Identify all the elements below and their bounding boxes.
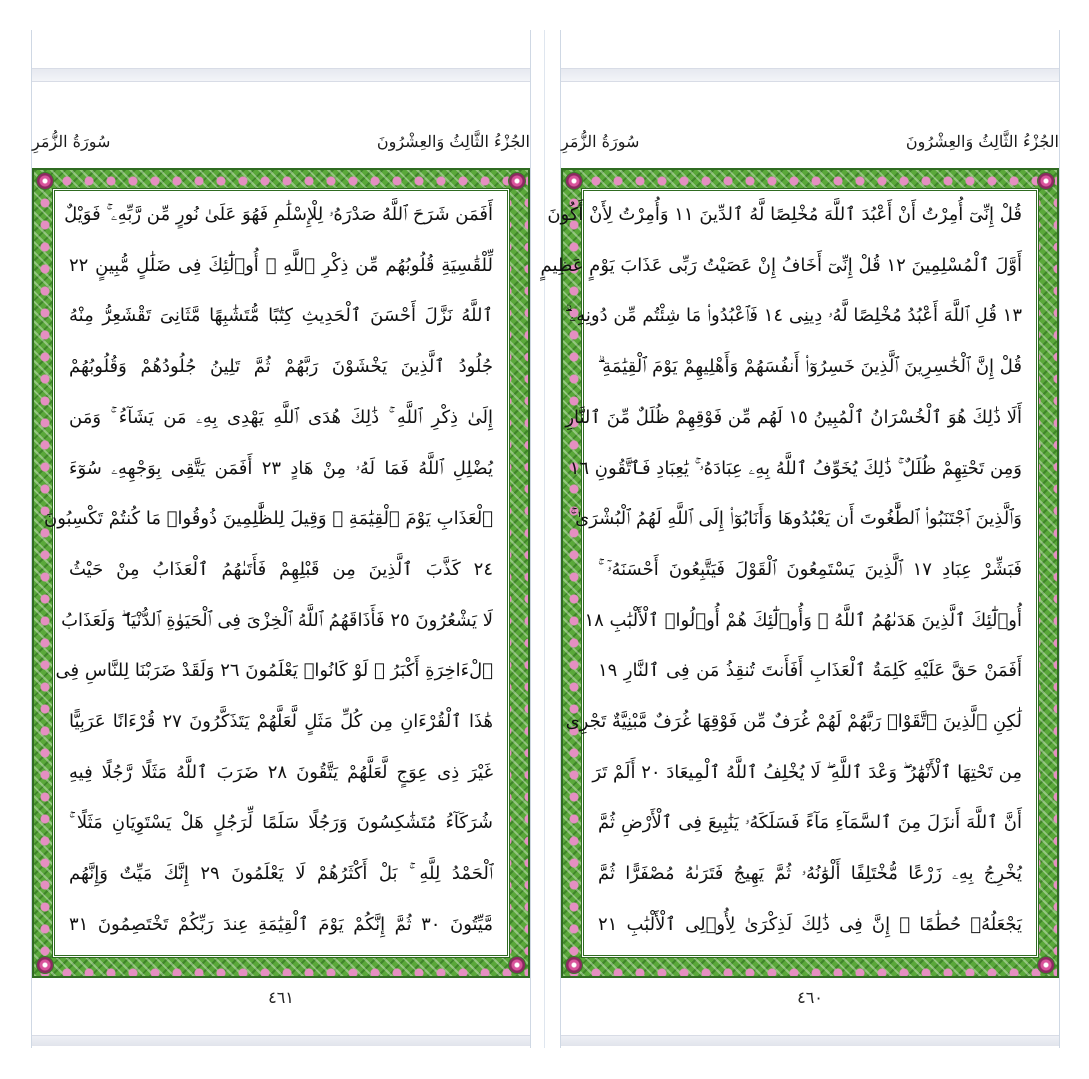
page-header <box>561 132 1059 160</box>
page-gutter <box>544 30 545 1048</box>
juz-title: الجُزْءُ الثَّالِثُ وَالعِشْرُونَ <box>376 132 530 151</box>
text-line: شُرَكَآءُ مُتَشَٰكِسُونَ وَرَجُلًا سَلَمًا لِّرَجُلٍ هَلْ يَسْتَوِيَانِ مَثَلًا ۚ <box>69 812 493 834</box>
page-bottom-bar <box>32 1035 530 1046</box>
mushaf-page-left[interactable] <box>31 30 531 1048</box>
text-line: لَٰكِنِ ٱلَّذِينَ ٱتَّقَوْا۟ رَبَّهُمْ لَهُمْ غُرَفٌ مِّن فَوْقِهَا غُرَفٌ مَّبْنِيَّةٌ تَجْرِى <box>565 711 1022 733</box>
text-line: ٢٤ كَذَّبَ ٱلَّذِينَ مِن قَبْلِهِمْ فَأَتَىٰهُمُ ٱلْعَذَابُ مِنْ حَيْثُ <box>69 558 493 580</box>
text-line: ٱلْعَذَابِ يَوْمَ ٱلْقِيَٰمَةِ ۚ وَقِيلَ لِلظَّٰلِمِينَ ذُوقُوا۟ مَا كُنتُمْ تَكْسِبُونَ <box>44 508 493 530</box>
corner-rosette-icon <box>1037 172 1055 190</box>
text-line: أَفَمَن شَرَحَ ٱللَّهُ صَدْرَهُۥ لِلْإِسْلَٰمِ فَهُوَ عَلَىٰ نُورٍ مِّن رَّبِّهِۦ ۚ فَوَيْلٌ <box>64 204 493 225</box>
juz-title: الجُزْءُ الثَّالِثُ وَالعِشْرُونَ <box>905 132 1059 151</box>
corner-rosette-icon <box>508 956 526 974</box>
page-number: ٤٦٠ <box>797 988 823 1007</box>
text-line: ٱلْءَاخِرَةِ أَكْبَرُ ۚ لَوْ كَانُوا۟ يَعْلَمُونَ ٢٦ وَلَقَدْ ضَرَبْنَا لِلنَّاسِ فِى <box>55 660 493 682</box>
text-line: يَجْعَلُهُۥ حُطَٰمًا ۚ إِنَّ فِى ذَٰلِكَ لَذِكْرَىٰ لِأُو۟لِى ٱلْأَلْبَٰبِ ٢١ <box>598 913 1022 935</box>
text-line: يُضْلِلِ ٱللَّهُ فَمَا لَهُۥ مِنْ هَادٍ ٢٣ أَفَمَن يَتَّقِى بِوَجْهِهِۦ سُوٓءَ <box>69 457 493 479</box>
page-header <box>32 132 530 160</box>
text-line: ٱلْحَمْدُ لِلَّهِ ۚ بَلْ أَكْثَرُهُمْ لَا يَعْلَمُونَ ٢٩ إِنَّكَ مَيِّتٌ وَإِنَّهُم <box>69 863 493 885</box>
text-line: قُلْ إِنِّىٓ أُمِرْتُ أَنْ أَعْبُدَ ٱللَّهَ مُخْلِصًا لَّهُ ٱلدِّينَ ١١ وَأُمِرْتُ لِأَنْ أَكُونَ <box>547 204 1022 225</box>
surah-title: سُورَةُ الزُّمَرِ <box>32 132 111 151</box>
verse-text-area <box>540 188 1039 958</box>
text-line: لِّلْقَٰسِيَةِ قُلُوبُهُم مِّن ذِكْرِ ٱللَّهِ ۚ أُو۟لَٰٓئِكَ فِى ضَلَٰلٍ مُّبِينٍ ٢٢ <box>69 254 493 276</box>
page-top-bar <box>32 68 530 82</box>
page-number: ٤٦١ <box>268 988 294 1007</box>
text-line: إِلَىٰ ذِكْرِ ٱللَّهِ ۚ ذَٰلِكَ هُدَى ٱللَّهِ يَهْدِى بِهِۦ مَن يَشَآءُ ۚ وَمَن <box>69 406 493 428</box>
text-line: أَنَّ ٱللَّهَ أَنزَلَ مِنَ ٱلسَّمَآءِ مَآءً فَسَلَكَهُۥ يَنَٰبِيعَ فِى ٱلْأَرْضِ ثُمَّ <box>598 812 1022 834</box>
text-line: أَلَا ذَٰلِكَ هُوَ ٱلْخُسْرَانُ ٱلْمُبِينُ ١٥ لَهُم مِّن فَوْقِهِمْ ظُلَلٌ مِّنَ ٱلنَّارِ <box>565 406 1022 428</box>
mushaf-page-right[interactable] <box>540 30 1060 1048</box>
text-line: وَمِن تَحْتِهِمْ ظُلَلٌ ۚ ذَٰلِكَ يُخَوِّفُ ٱللَّهُ بِهِۦ عِبَادَهُۥ ۚ يَٰعِبَادِ فَٱتَّقُونِ ١٦ <box>569 457 1022 479</box>
text-line: جُلُودُ ٱلَّذِينَ يَخْشَوْنَ رَبَّهُمْ ثُمَّ تَلِينُ جُلُودُهُمْ وَقُلُوبُهُمْ <box>69 356 493 378</box>
ornamental-frame <box>540 168 1059 978</box>
page-bottom-bar <box>561 1035 1059 1046</box>
corner-rosette-icon <box>1037 956 1055 974</box>
text-line: وَٱلَّذِينَ ٱجْتَنَبُوا۟ ٱلطَّٰغُوتَ أَن يَعْبُدُوهَا وَأَنَابُوٓا۟ إِلَى ٱللَّهِ لَهُمُ ٱلْبُشْرَىٰ ۚ <box>570 508 1022 530</box>
text-line: يُخْرِجُ بِهِۦ زَرْعًا مُّخْتَلِفًا أَلْوَٰنُهُۥ ثُمَّ يَهِيجُ فَتَرَىٰهُ مُصْفَرًّا ثُمَّ <box>598 863 1022 885</box>
corner-rosette-icon <box>508 172 526 190</box>
text-line: لَا يَشْعُرُونَ ٢٥ فَأَذَاقَهُمُ ٱللَّهُ ٱلْخِزْىَ فِى ٱلْحَيَوٰةِ ٱلدُّنْيَا ۖ وَلَعَذَابُ <box>61 609 493 631</box>
text-line: غَيْرَ ذِى عِوَجٍ لَّعَلَّهُمْ يَتَّقُونَ ٢٨ ضَرَبَ ٱللَّهُ مَثَلًا رَّجُلًا فِيهِ <box>69 761 493 783</box>
text-line: أَفَمَنْ حَقَّ عَلَيْهِ كَلِمَةُ ٱلْعَذَابِ أَفَأَنتَ تُنقِذُ مَن فِى ٱلنَّارِ ١٩ <box>598 660 1022 682</box>
surah-title: سُورَةُ الزُّمَرِ <box>561 132 640 151</box>
text-line: ١٣ قُلِ ٱللَّهَ أَعْبُدُ مُخْلِصًا لَّهُۥ دِينِى ١٤ فَٱعْبُدُوا۟ مَا شِئْتُم مِّن دُونِهِۦ ۗ <box>564 305 1022 327</box>
text-line: فَبَشِّرْ عِبَادِ ١٧ ٱلَّذِينَ يَسْتَمِعُونَ ٱلْقَوْلَ فَيَتَّبِعُونَ أَحْسَنَهُۥٓ ۚ <box>598 558 1022 580</box>
text-line: أُو۟لَٰٓئِكَ ٱلَّذِينَ هَدَىٰهُمُ ٱللَّهُ ۖ وَأُو۟لَٰٓئِكَ هُمْ أُو۟لُوا۟ ٱلْأَلْبَٰبِ ١٨ <box>584 609 1022 631</box>
text-line: أَوَّلَ ٱلْمُسْلِمِينَ ١٢ قُلْ إِنِّىٓ أَخَافُ إِنْ عَصَيْتُ رَبِّى عَذَابَ يَوْمٍ عَظِيمٍ <box>540 254 1022 276</box>
verse-text-area <box>44 188 510 958</box>
corner-rosette-icon <box>36 956 54 974</box>
corner-rosette-icon <box>565 956 583 974</box>
text-line: مِن تَحْتِهَا ٱلْأَنْهَٰرُ ۖ وَعْدَ ٱللَّهِ ۖ لَا يُخْلِفُ ٱللَّهُ ٱلْمِيعَادَ ٢٠ أَلَمْ تَرَ <box>592 761 1022 783</box>
text-line: قُلْ إِنَّ ٱلْخَٰسِرِينَ ٱلَّذِينَ خَسِرُوٓا۟ أَنفُسَهُمْ وَأَهْلِيهِمْ يَوْمَ ٱلْقِيَٰمَةِ ۗ <box>597 356 1022 378</box>
text-line: ٱللَّهُ نَزَّلَ أَحْسَنَ ٱلْحَدِيثِ كِتَٰبًا مُّتَشَٰبِهًا مَّثَانِىَ تَقْشَعِرُّ مِنْهُ <box>69 305 493 327</box>
page-top-bar <box>561 68 1059 82</box>
ornamental-frame <box>32 168 530 978</box>
text-line: هَٰذَا ٱلْقُرْءَانِ مِن كُلِّ مَثَلٍ لَّعَلَّهُمْ يَتَذَكَّرُونَ ٢٧ قُرْءَانًا عَرَبِيًّا <box>69 711 493 733</box>
text-line: مَّيِّتُونَ ٣٠ ثُمَّ إِنَّكُمْ يَوْمَ ٱلْقِيَٰمَةِ عِندَ رَبِّكُمْ تَخْتَصِمُونَ ٣١ <box>69 913 494 935</box>
